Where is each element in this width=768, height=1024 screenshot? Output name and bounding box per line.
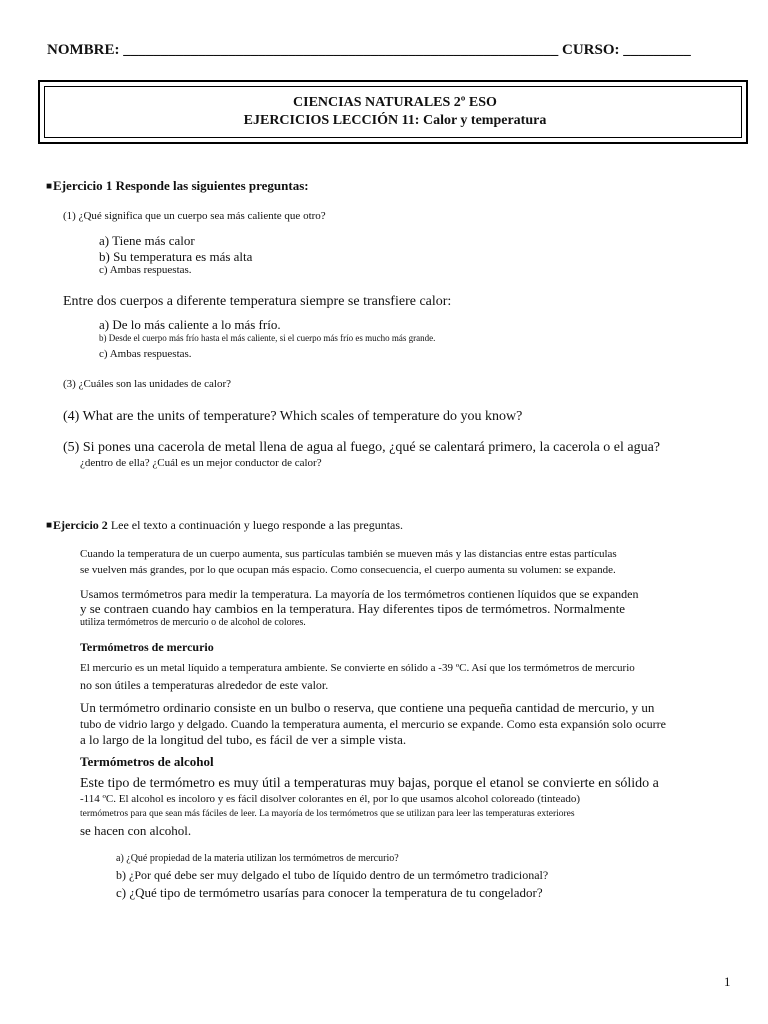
title-box: [38, 80, 748, 144]
curso-label: CURSO:: [562, 42, 620, 58]
bullet-icon: ■: [46, 520, 53, 531]
question-2-option-c: c) Ambas respuestas.: [99, 348, 192, 360]
paragraph-3-line-2: no son útiles a temperaturas alrededor de este valor.: [80, 678, 329, 692]
paragraph-2-line-2: y se contraen cuando hay cambios en la temperatura. Hay diferentes tipos de termómetros. Normalmente: [80, 601, 626, 616]
reading-question-b: b) ¿Por qué debe ser muy delgado el tubo de líquido dentro de un termómetro tradicional?: [116, 868, 549, 882]
title-box-inner-border: [44, 86, 742, 138]
question-1-option-c: c) Ambas respuestas.: [99, 264, 192, 276]
header-line: [47, 42, 691, 59]
question-2-option-b: b) Desde el cuerpo más frío hasta el más caliente, si el cuerpo más frío es mucho más grande.: [99, 333, 436, 343]
paragraph-1-line-2: se vuelven más grandes, por lo que ocupan más espacio. Como consecuencia, el cuerpo aumenta su volumen: se expande.: [80, 564, 616, 576]
title-line-1: CIENCIAS NATURALES 2º ESO: [293, 95, 497, 110]
exercise-1-heading: ■Ejercicio 1 Responde las siguientes preguntas:: [46, 178, 309, 193]
paragraph-2-line-1: Usamos termómetros para medir la temperatura. La mayoría de los termómetros contienen líquidos que se expanden: [80, 587, 639, 601]
paragraph-1-line-1: Cuando la temperatura de un cuerpo aumenta, sus partículas también se mueven más y las distancias entre estas partículas: [80, 548, 617, 560]
subheading-mercury: Termómetros de mercurio: [80, 640, 214, 654]
paragraph-5-line-1: Este tipo de termómetro es muy útil a temperaturas muy bajas, porque el etanol se convierte en sólido a: [80, 776, 659, 791]
question-5-line-2: ¿dentro de ella? ¿Cuál es un mejor conductor de calor?: [80, 457, 322, 469]
paragraph-4-line-1: Un termómetro ordinario consiste en un bulbo o reserva, que contiene una pequeña cantidad de mercurio, y un: [80, 700, 655, 715]
title-line-2: EJERCICIOS LECCIÓN 11: Calor y temperatura: [243, 113, 547, 128]
question-1-option-b: b) Su temperatura es más alta: [99, 249, 253, 264]
nombre-field[interactable]: __________________________________________________________: [123, 42, 559, 58]
paragraph-3-line-1: El mercurio es un metal líquido a temperatura ambiente. Se convierte en sólido a -39 ºC. Así que los termómetros de mercurio: [80, 662, 635, 674]
question-1: (1) ¿Qué significa que un cuerpo sea más caliente que otro?: [63, 210, 326, 222]
question-2-option-a: a) De lo más caliente a lo más frío.: [99, 317, 281, 332]
question-4: (4) What are the units of temperature? Which scales of temperature do you know?: [63, 409, 523, 424]
paragraph-5-line-2: -114 ºC. El alcohol es incoloro y es fácil disolver colorantes en él, por lo que usamos alcohol coloreado (tinteado): [80, 793, 580, 805]
exercise-2-heading: ■Ejercicio 2 Lee el texto a continuación y luego responde a las preguntas.: [46, 518, 404, 532]
bullet-icon: ■: [46, 181, 53, 192]
reading-question-c: c) ¿Qué tipo de termómetro usarías para conocer la temperatura de tu congelador?: [116, 885, 543, 900]
reading-question-a: a) ¿Qué propiedad de la materia utilizan los termómetros de mercurio?: [116, 853, 399, 864]
question-2: Entre dos cuerpos a diferente temperatura siempre se transfiere calor:: [63, 294, 452, 309]
paragraph-4-line-3: a lo largo de la longitud del tubo, es fácil de ver a simple vista.: [80, 732, 407, 747]
page-number: 1: [724, 974, 731, 989]
paragraph-4-line-2: tubo de vidrio largo y delgado. Cuando la temperatura aumenta, el mercurio se expande. Como esta expansión solo ocurre: [80, 717, 666, 731]
curso-field[interactable]: _________: [623, 42, 691, 58]
question-1-option-a: a) Tiene más calor: [99, 233, 195, 248]
subheading-alcohol: Termómetros de alcohol: [80, 754, 214, 769]
paragraph-5-line-4: se hacen con alcohol.: [80, 823, 192, 838]
question-5-line-1: (5) Si pones una cacerola de metal llena de agua al fuego, ¿qué se calentará primero, la cacerola o el agua?: [63, 440, 661, 455]
paragraph-5-line-3: termómetros para que sean más fáciles de leer. La mayoría de los termómetros que se utilizan para leer las temperaturas exteriores: [80, 809, 575, 819]
paragraph-2-line-3: utiliza termómetros de mercurio o de alcohol de colores.: [80, 617, 306, 628]
question-3: (3) ¿Cuáles son las unidades de calor?: [63, 378, 231, 390]
nombre-label: NOMBRE:: [47, 42, 120, 58]
